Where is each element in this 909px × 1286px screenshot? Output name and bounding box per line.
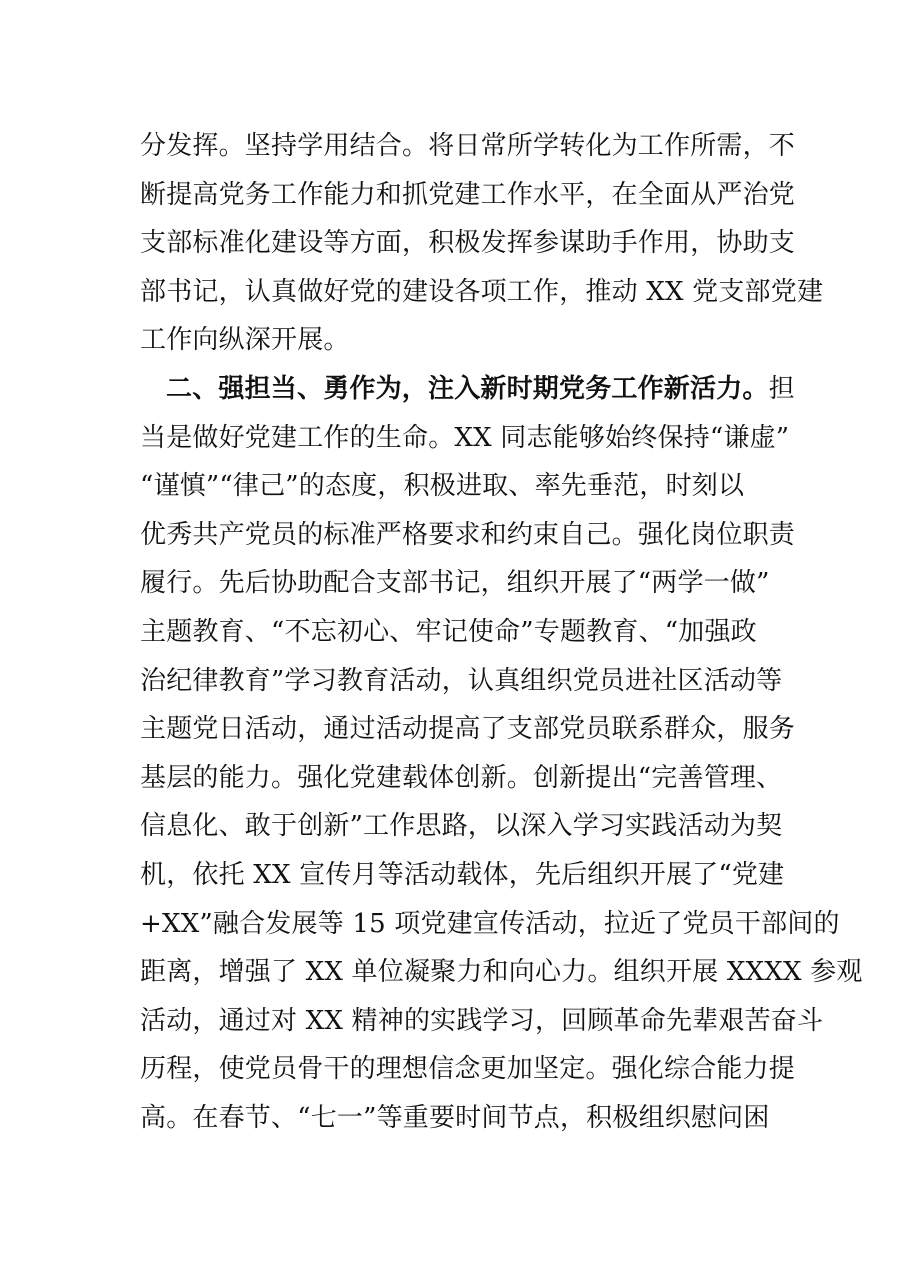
paragraph2-line-6: 主题教育、“不忘初心、牢记使命”专题教育、“加强政	[140, 616, 757, 647]
paragraph2-line-5: 履行。先后协助配合支部书记，组织开展了“两学一做”	[140, 568, 770, 599]
paragraph2-line-14: 活动，通过对 XX 精神的实践学习，回顾革命先辈艰苦奋斗	[140, 1005, 824, 1036]
paragraph2-line-15: 历程，使党员骨干的理想信念更加坚定。强化综合能力提	[140, 1054, 796, 1085]
paragraph2-line-2: 当是做好党建工作的生命。XX 同志能够始终保持“谦虚”	[140, 422, 790, 453]
paragraph2-first-line-tail: 担	[768, 373, 795, 404]
paragraph2-line-11: 机，依托 XX 宣传月等活动载体，先后组织开展了“党建	[140, 859, 785, 890]
paragraph2-line-4: 优秀共产党员的标准严格要求和约束自己。强化岗位职责	[140, 519, 796, 550]
paragraph2-line-10: 信息化、敢于创新”工作思路，以深入学习实践活动为契	[140, 811, 783, 842]
paragraph1-line-4: 部书记，认真做好党的建设各项工作，推动 XX 党支部党建	[140, 276, 824, 307]
paragraph2-first-line	[140, 365, 795, 414]
paragraph2-line-12: +XX”融合发展等 15 项党建宣传活动，拉近了党员干部间的	[140, 908, 840, 939]
paragraph2-line-13: 距离，增强了 XX 单位凝聚力和向心力。组织开展 XXXX 参观	[140, 957, 863, 988]
paragraph1-line-1: 分发挥。坚持学用结合。将日常所学转化为工作所需，不	[140, 131, 796, 161]
paragraph1-line-5: 工作向纵深开展。	[140, 325, 350, 356]
paragraph1-line-2: 断提高党务工作能力和抓党建工作水平，在全面从严治党	[140, 179, 796, 210]
paragraph2-line-3: “谨慎”“律己”的态度，积极进取、率先垂范，时刻以	[140, 471, 745, 502]
paragraph2-line-7: 治纪律教育”学习教育活动，认真组织党员进社区活动等	[140, 665, 783, 696]
paragraph1-line-3: 支部标准化建设等方面，积极发挥参谋助手作用，协助支	[140, 228, 796, 259]
paragraph2-line-16: 高。在春节、“七一”等重要时间节点，积极组织慰问困	[140, 1102, 770, 1133]
paragraph2-line-8: 主题党日活动，通过活动提高了支部党员联系群众，服务	[140, 714, 796, 745]
section-heading: 二、强担当、勇作为，注入新时期党务工作新活力。	[166, 373, 769, 404]
document-body	[140, 122, 863, 1142]
paragraph2-line-9: 基层的能力。强化党建载体创新。创新提出“完善管理、	[140, 762, 783, 793]
